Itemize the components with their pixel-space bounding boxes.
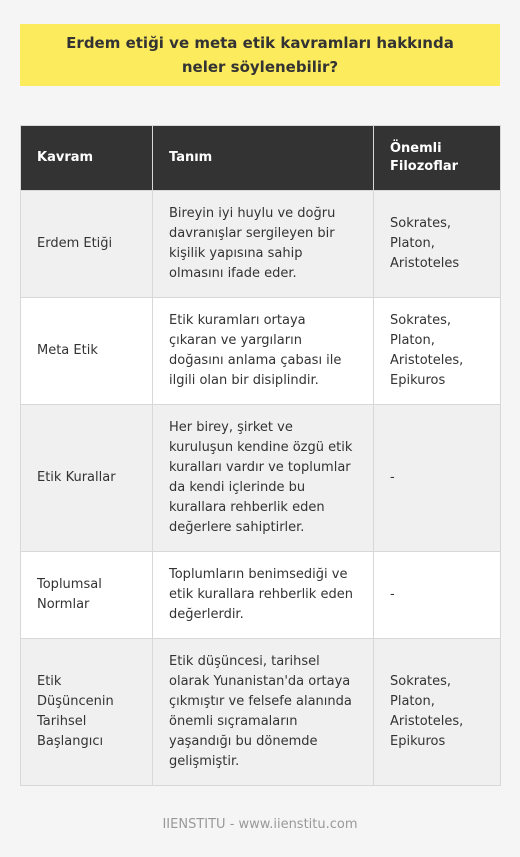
- cell-filozoflar: -: [374, 405, 501, 552]
- table-row: [21, 298, 501, 405]
- cell-filozoflar: -: [374, 552, 501, 639]
- cell-tanim: Etik düşüncesi, tarihsel olarak Yunanistan'da ortaya çıkmıştır ve felsefe alanında önemli sıçramaların yaşandığı bu dönemde gelişmiştir.: [153, 639, 374, 786]
- cell-kavram: Meta Etik: [21, 298, 153, 405]
- cell-kavram: Etik Kurallar: [21, 405, 153, 552]
- cell-filozoflar: Sokrates, Platon, Aristoteles: [374, 191, 501, 298]
- cell-tanim: Toplumların benimsediği ve etik kurallara rehberlik eden değerlerdir.: [153, 552, 374, 639]
- cell-tanim: Her birey, şirket ve kuruluşun kendine özgü etik kuralları vardır ve toplumlar da kendi içlerinde bu kurallara rehberlik eden değerlere sahiptirler.: [153, 405, 374, 552]
- cell-tanim: Etik kuramları ortaya çıkaran ve yargıların doğasını anlama çabası ile ilgili olan bir disiplindir.: [153, 298, 374, 405]
- cell-filozoflar: Sokrates, Platon, Aristoteles, Epikuros: [374, 298, 501, 405]
- header-kavram: Kavram: [21, 126, 153, 191]
- table-row: [21, 639, 501, 786]
- header-filozoflar: Önemli Filozoflar: [374, 126, 501, 191]
- cell-kavram: Etik Düşüncenin Tarihsel Başlangıcı: [21, 639, 153, 786]
- cell-tanim: Bireyin iyi huylu ve doğru davranışlar sergileyen bir kişilik yapısına sahip olmasını ifade eder.: [153, 191, 374, 298]
- page-title: Erdem etiği ve meta etik kavramları hakkında neler söylenebilir?: [66, 34, 454, 76]
- cell-kavram: Erdem Etiği: [21, 191, 153, 298]
- header-tanim: Tanım: [153, 126, 374, 191]
- cell-kavram: Toplumsal Normlar: [21, 552, 153, 639]
- table-row: [21, 405, 501, 552]
- table-row: [21, 191, 501, 298]
- concepts-table: [20, 125, 501, 786]
- cell-filozoflar: Sokrates, Platon, Aristoteles, Epikuros: [374, 639, 501, 786]
- title-banner: [20, 24, 500, 86]
- table-row: [21, 552, 501, 639]
- footer-credit: IIENSTITU - www.iienstitu.com: [162, 817, 358, 832]
- table-header-row: [21, 126, 501, 191]
